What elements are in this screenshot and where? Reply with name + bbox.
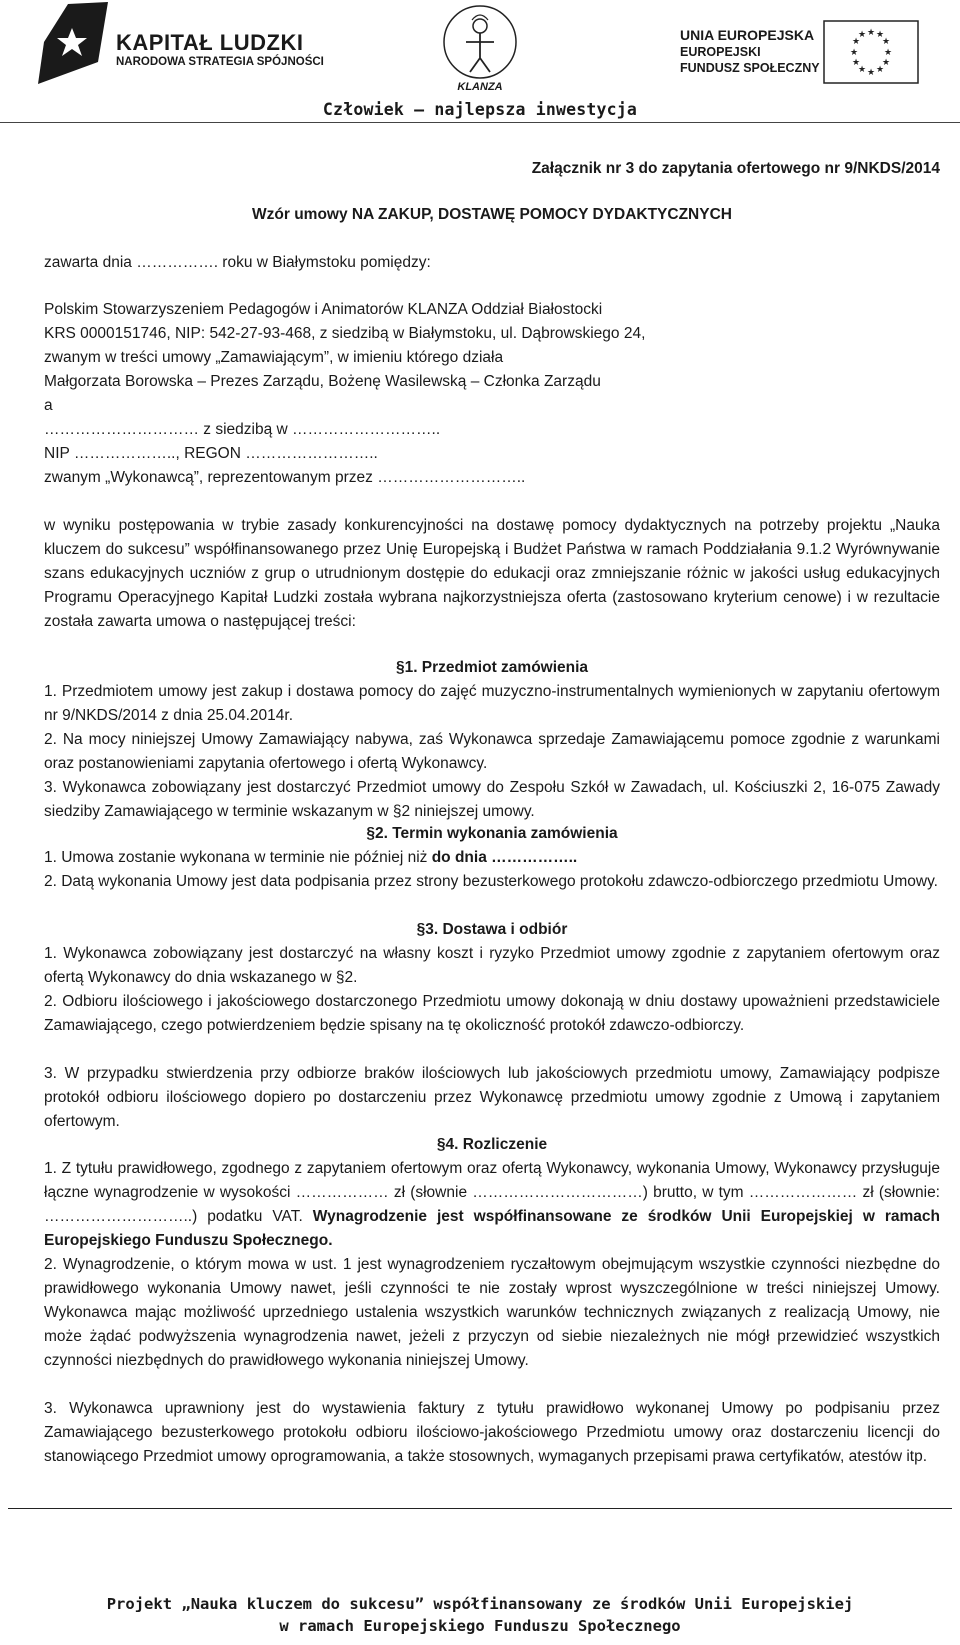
svg-text:★: ★ <box>883 48 893 58</box>
party-line: zwanym „Wykonawcą”, reprezentowanym przez ……………………….. <box>44 469 526 486</box>
party-line: zwanym w treści umowy „Zamawiającym”, w imieniu którego działa <box>44 349 504 366</box>
ue-title: UNIA EUROPEJSKA <box>680 27 815 43</box>
section-4-point-1-text: 1. Z tytułu prawidłowego, zgodnego z zapytaniem ofertowym oraz ofertą Wykonawcy, wykonania Umowy, Wykonawcy przysługuje łączne wynagrodzenie w wysokości ……………… zł (słownie ……………………………) brutto, w tym ………………… zł (słownie: ………………………..) podatku VAT. <box>44 1160 940 1225</box>
section-3-point-3: 3. W przypadku stwierdzenia przy odbiorze braków ilościowych lub jakościowych przedmiotu umowy, Zamawiający podpisze protokół odbioru ilościowego dopiero po dostarczeniu przez Wykonawcę przedmiotu umowy zgodnie z Umową i zapytaniem ofertowym. <box>44 1065 940 1130</box>
section-2-point-2: 2. Datą wykonania Umowy jest data podpisania przez strony bezusterkowego protokołu zdawczo-odbiorczego przedmiotu Umowy. <box>44 873 938 890</box>
section-1-point-1: 1. Przedmiotem umowy jest zakup i dostawa pomocy do zajęć muzyczno-instrumentalnych wymienionych w zapytaniu ofertowym nr 9/NKDS/2014 z dnia 25.04.2014r. <box>44 683 940 724</box>
section-1-point-3: 3. Wykonawca zobowiązany jest dostarczyć Przedmiot umowy do Zespołu Szkół w Zawadach, ul. Kościuszki 2, 16-075 Zawady siedziby Zamawiającego w terminie wskazanym w §2 niniejszej umowy. <box>44 779 940 820</box>
kapital-ludzki-title: KAPITAŁ LUDZKI <box>116 30 304 55</box>
section-4-cofinancing-note: Wynagrodzenie jest współfinansowane ze środków Unii Europejskiej w ramach Europejskiego Funduszu Społecznego. <box>44 1208 940 1249</box>
document-title: Wzór umowy NA ZAKUP, DOSTAWĘ POMOCY DYDAKTYCZNYCH <box>252 206 732 223</box>
svg-text:★: ★ <box>849 48 859 58</box>
klanza-label: KLANZA <box>457 81 503 93</box>
klanza-emblem-icon <box>430 2 530 82</box>
party-line: KRS 0000151746, NIP: 542-27-93-468, z siedzibą w Białymstoku, ul. Dąbrowskiego 24, <box>44 325 646 342</box>
svg-text:★: ★ <box>881 58 891 68</box>
party-line: NIP ……………….., REGON …………………….. <box>44 445 378 462</box>
svg-text:★: ★ <box>857 65 867 75</box>
svg-text:★: ★ <box>851 37 861 47</box>
ue-subtitle-1: EUROPEJSKI <box>680 45 761 59</box>
svg-text:★: ★ <box>851 58 861 68</box>
section-2-point-1-text: 1. Umowa zostanie wykonana w terminie nie później niż <box>44 849 432 866</box>
kapital-ludzki-logo <box>38 2 358 92</box>
section-1-point-2: 2. Na mocy niniejszej Umowy Zamawiający nabywa, zaś Wykonawca sprzedaje Zamawiającemu pomoce zgodnie z warunkami oraz postanowieniami zapytania ofertowego i ofertą Wykonawcy. <box>44 731 940 772</box>
section-2-point-1 <box>44 846 940 870</box>
header-tagline: Człowiek – najlepsza inwestycja <box>322 100 638 119</box>
section-4-title: §4. Rozliczenie <box>436 1136 548 1153</box>
ue-subtitle-2: FUNDUSZ SPOŁECZNY <box>680 61 820 75</box>
footer-line-1: Projekt „Nauka kluczem do sukcesu” współfinansowany ze środków Unii Europejskiej <box>106 1595 854 1613</box>
party-line: Małgorzata Borowska – Prezes Zarządu, Bożenę Wasilewską – Członka Zarządu <box>44 373 601 390</box>
svg-text:★: ★ <box>857 30 867 40</box>
section-2-deadline: do dnia …………….. <box>431 849 578 866</box>
ue-logo <box>680 20 930 90</box>
section-2-title: §2. Termin wykonania zamówienia <box>366 825 618 842</box>
section-3-title: §3. Dostawa i odbiór <box>416 921 568 938</box>
concluded-line: zawarta dnia ……………. roku w Białymstoku pomiędzy: <box>44 254 431 271</box>
section-1-title: §1. Przedmiot zamówienia <box>395 659 589 676</box>
svg-text:★: ★ <box>866 28 876 38</box>
attachment-label: Załącznik nr 3 do zapytania ofertowego nr 9/NKDS/2014 <box>531 160 940 177</box>
section-3-point-1: 1. Wykonawca zobowiązany jest dostarczyć na własny koszt i ryzyko Przedmiot umowy zgodnie z zapytaniem ofertowym oraz ofertą Wykonawcy do dnia wskazanego w §2. <box>44 945 940 986</box>
footer-line-2: w ramach Europejskiego Funduszu Społecznego <box>279 1617 681 1635</box>
kapital-ludzki-star-icon <box>38 2 128 92</box>
party-line: ………………………… z siedzibą w ……………………….. <box>44 421 441 438</box>
eu-flag-icon <box>823 20 919 84</box>
svg-text:★: ★ <box>881 37 891 47</box>
section-4-point-2: 2. Wynagrodzenie, o którym mowa w ust. 1 jest wynagrodzeniem ryczałtowym obejmującym wszystkie czynności niezbędne do prawidłowego wykonania Umowy nawet, jeśli czynności te nie zostały wprost wyszczególnione w treści niniejszej Umowy. Wykonawca mając możliwość uprzedniego ustalenia wszystkich warunków technicznych związanych z realizacją Umowy, nie może żądać podwyższenia wynagrodzenia nawet, jeżeli z przyczyn od siebie niezależnych nie mógł przewidzieć wszystkich czynności niezbędnych do prawidłowego wykonania niniejszej Umowy. <box>44 1256 940 1369</box>
party-line: a <box>44 397 53 414</box>
kapital-ludzki-subtitle: NARODOWA STRATEGIA SPÓJNOŚCI <box>116 56 324 68</box>
section-4-point-1 <box>44 1157 940 1253</box>
page-footer <box>0 1593 960 1637</box>
party-line: Polskim Stowarzyszeniem Pedagogów i Animatorów KLANZA Oddział Białostocki <box>44 301 603 318</box>
svg-text:★: ★ <box>875 65 885 75</box>
page-header <box>0 0 960 128</box>
footer-divider <box>8 1508 952 1509</box>
intro-paragraph: w wyniku postępowania w trybie zasady konkurencyjności na dostawę pomocy dydaktycznych na potrzeby projektu „Nauka kluczem do sukcesu” współfinansowanego przez Unię Europejską i Budżet Państwa w ramach Poddziałania 9.1.2 Wyrównywanie szans edukacyjnych uczniów z grup o utrudnionym dostępie do edukacji oraz zmniejszanie różnic w jakości usług edukacyjnych Programu Operacyjnego Kapitał Ludzki została wybrana najkorzystniejsza oferta (zastosowano kryterium cenowe) i w rezultacie została zawarta umowa o następującej treści: <box>44 517 940 630</box>
section-4-point-3: 3. Wykonawca uprawniony jest do wystawienia faktury z tytułu prawidłowo wykonanej Umowy po podpisaniu przez Zamawiającego bezusterkowego protokołu odbioru ilościowo-jakościowego Przedmiotu umowy oraz dostarczeniu licencji do stanowiącego Przedmiot umowy oprogramowania, a także stosownych, wymaganych przepisami prawa certyfikatów, atestów itp. <box>44 1400 940 1465</box>
header-divider <box>0 122 960 123</box>
section-3-point-2: 2. Odbioru ilościowego i jakościowego dostarczonego Przedmiotu umowy dokonają w dniu dostawy upoważnieni przedstawiciele Zamawiającego, czego potwierdzeniem będzie spisany na tę okoliczność protokół zdawczo-odbiorczy. <box>44 993 940 1034</box>
klanza-logo <box>430 2 530 94</box>
svg-text:★: ★ <box>866 68 876 78</box>
svg-text:★: ★ <box>875 30 885 40</box>
